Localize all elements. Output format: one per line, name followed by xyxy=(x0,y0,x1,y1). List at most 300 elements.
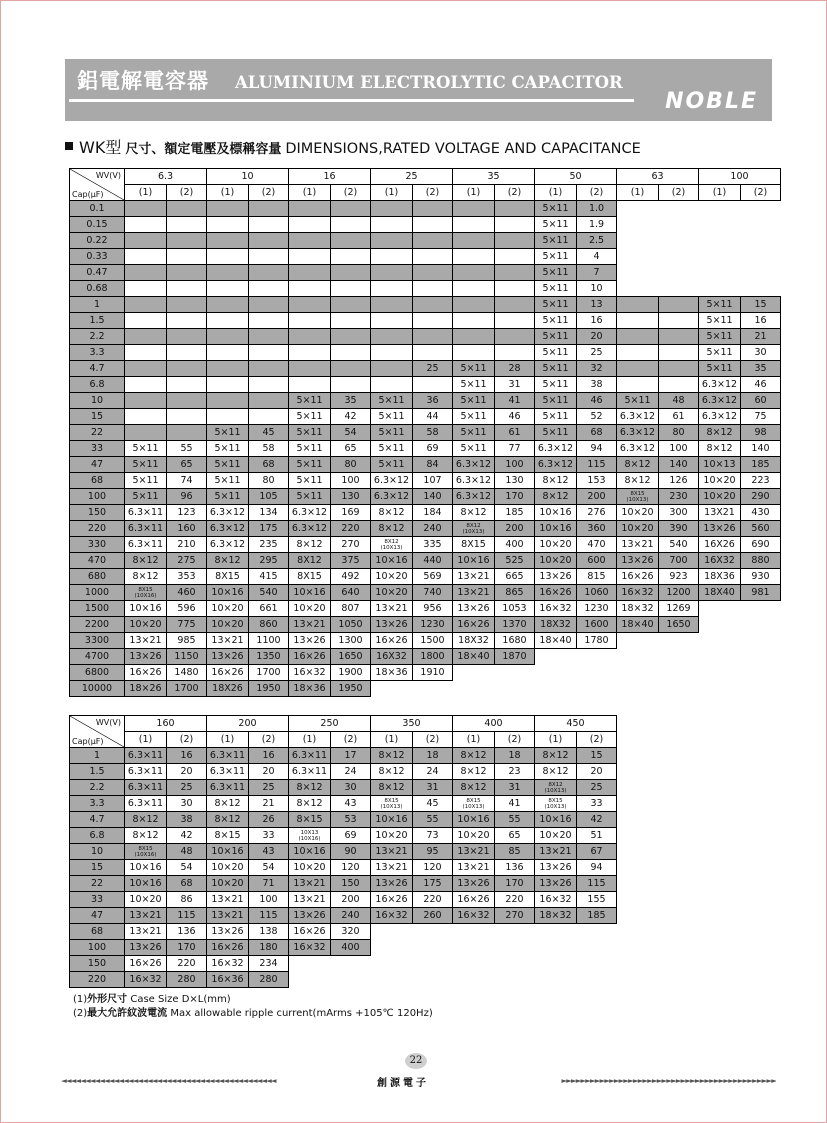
case-size-cell: 5×11 xyxy=(207,489,249,505)
case-size-cell: 10×20 xyxy=(371,569,413,585)
case-size-cell xyxy=(699,665,741,681)
case-size-cell: 6.3×11 xyxy=(125,796,167,812)
table-row xyxy=(70,377,781,393)
case-size-cell: 10×13 xyxy=(699,457,741,473)
ripple-current-cell: 230 xyxy=(659,489,699,505)
case-size-cell: 6.3×12 xyxy=(289,521,331,537)
ripple-current-cell: 61 xyxy=(659,409,699,425)
ripple-current-cell: 21 xyxy=(249,796,289,812)
case-size-cell: 5×11 xyxy=(699,297,741,313)
case-size-cell: 6.3×12 xyxy=(371,473,413,489)
ripple-current-cell xyxy=(741,233,781,249)
ripple-current-cell xyxy=(659,249,699,265)
ripple-current-cell: 18 xyxy=(413,748,453,764)
ripple-current-cell: 65 xyxy=(331,441,371,457)
ripple-current-cell xyxy=(495,329,535,345)
case-size-cell xyxy=(617,489,659,505)
capacitance-cell: 0.1 xyxy=(70,201,125,217)
ripple-current-cell: 100 xyxy=(659,441,699,457)
ripple-current-cell xyxy=(495,681,535,697)
brand-logo: NOBLE xyxy=(665,89,758,114)
case-size-cell xyxy=(699,265,741,281)
voltage-header: 250 xyxy=(289,716,371,732)
ripple-current-cell xyxy=(167,393,207,409)
ripple-current-cell: 170 xyxy=(167,940,207,956)
case-size-cell xyxy=(453,249,495,265)
voltage-header: 50 xyxy=(535,169,617,185)
ripple-current-cell: 26 xyxy=(249,812,289,828)
ripple-current-cell: 175 xyxy=(413,876,453,892)
ripple-header: (2) xyxy=(331,732,371,748)
case-size-cell: 16×32 xyxy=(617,585,659,601)
capacitance-cell: 0.22 xyxy=(70,233,125,249)
case-size-cell xyxy=(617,649,659,665)
ripple-current-cell xyxy=(413,217,453,233)
case-size-cell: 10×20 xyxy=(699,473,741,489)
capacitance-cell: 1 xyxy=(70,297,125,313)
case-size-cell: 13×21 xyxy=(207,908,249,924)
ripple-current-cell: 46 xyxy=(495,409,535,425)
ripple-current-cell xyxy=(167,281,207,297)
case-size-cell: 10×20 xyxy=(207,617,249,633)
voltage-header: 100 xyxy=(699,169,781,185)
case-size-cell: 10×20 xyxy=(453,828,495,844)
case-size-cell: 18×36 xyxy=(371,665,413,681)
case-size-cell xyxy=(453,681,495,697)
table-row xyxy=(70,265,781,281)
case-size-cell: 10×20 xyxy=(125,892,167,908)
ripple-current-cell: 115 xyxy=(249,908,289,924)
case-size-cell: 5×11 xyxy=(453,361,495,377)
ripple-current-cell: 48 xyxy=(659,393,699,409)
footnote-2-prefix: (2) xyxy=(73,1008,88,1019)
case-size-cell xyxy=(699,249,741,265)
ripple-current-cell xyxy=(413,681,453,697)
capacitance-cell: 220 xyxy=(70,972,125,988)
capacitance-cell: 15 xyxy=(70,409,125,425)
ripple-current-cell: 540 xyxy=(249,585,289,601)
case-size-cell xyxy=(371,297,413,313)
case-size-cell: 5×11 xyxy=(535,329,577,345)
capacitance-cell: 4700 xyxy=(70,649,125,665)
voltage-header: 350 xyxy=(371,716,453,732)
case-size-cell: 6.3×11 xyxy=(125,537,167,553)
table-row xyxy=(70,860,617,876)
case-size-cell: 5×11 xyxy=(125,457,167,473)
ripple-current-cell: 115 xyxy=(577,457,617,473)
case-size-cell: 8×12 xyxy=(207,796,249,812)
ripple-current-cell xyxy=(167,201,207,217)
case-size-cell xyxy=(699,617,741,633)
case-size-cell: 10×16 xyxy=(289,585,331,601)
page-number: 22 xyxy=(405,1053,427,1069)
case-size-cell xyxy=(289,233,331,249)
ripple-current-cell: 775 xyxy=(167,617,207,633)
ripple-current-cell: 130 xyxy=(495,473,535,489)
section-title-cjk: 尺寸、額定電壓及標稱容量 xyxy=(125,142,282,157)
ripple-current-cell: 80 xyxy=(659,425,699,441)
capacitance-cell: 2200 xyxy=(70,617,125,633)
capacitance-cell: 2.2 xyxy=(70,780,125,796)
case-size-cell xyxy=(699,601,741,617)
ripple-current-cell: 1.0 xyxy=(577,201,617,217)
case-size-cell xyxy=(699,681,741,697)
case-size-cell: 8×12 xyxy=(371,521,413,537)
case-size-cell: 13×21 xyxy=(125,924,167,940)
table-row xyxy=(70,457,781,473)
case-size-cell: 18×40 xyxy=(535,633,577,649)
ripple-current-cell: 956 xyxy=(413,601,453,617)
ripple-current-cell: 126 xyxy=(659,473,699,489)
case-size-cell: 16×32 xyxy=(371,908,413,924)
voltage-header: 200 xyxy=(207,716,289,732)
capacitance-cell: 0.15 xyxy=(70,217,125,233)
case-size-cell: 16×26 xyxy=(453,617,495,633)
table-row xyxy=(70,796,617,812)
ripple-current-cell: 25 xyxy=(577,345,617,361)
capacitance-cell: 22 xyxy=(70,425,125,441)
ripple-current-cell: 25 xyxy=(413,361,453,377)
case-size-cell: 13×26 xyxy=(535,876,577,892)
ripple-current-cell: 41 xyxy=(495,393,535,409)
case-size-cell: 16×26 xyxy=(617,569,659,585)
ripple-current-cell: 276 xyxy=(577,505,617,521)
case-size-cell xyxy=(371,313,413,329)
case-size-cell: 16×26 xyxy=(289,924,331,940)
table-row xyxy=(70,569,781,585)
ripple-current-cell: 138 xyxy=(249,924,289,940)
case-size-cell: 5×11 xyxy=(289,393,331,409)
ripple-current-cell xyxy=(331,361,371,377)
case-size-alt-line: (10X13) xyxy=(462,803,485,810)
case-size-alt-line: 8X12 xyxy=(548,781,563,788)
ripple-current-cell: 95 xyxy=(413,844,453,860)
capacitance-cell: 1 xyxy=(70,748,125,764)
ripple-current-cell: 661 xyxy=(249,601,289,617)
ripple-current-cell xyxy=(495,265,535,281)
ripple-current-cell xyxy=(167,425,207,441)
case-size-cell: 5×11 xyxy=(289,409,331,425)
section-title xyxy=(65,135,641,158)
capacitance-cell: 100 xyxy=(70,940,125,956)
subheader-row xyxy=(70,185,781,201)
case-size-cell xyxy=(289,972,331,988)
case-size-header: (1) xyxy=(289,185,331,201)
ripple-current-cell: 31 xyxy=(495,780,535,796)
case-size-cell: 13×21 xyxy=(371,601,413,617)
case-size-cell xyxy=(617,377,659,393)
header-title-en: ALUMINIUM ELECTROLYTIC CAPACITOR xyxy=(235,73,623,92)
ripple-current-cell: 815 xyxy=(577,569,617,585)
ripple-current-cell: 1600 xyxy=(577,617,617,633)
cap-label: Cap(μF) xyxy=(72,190,104,199)
case-size-cell: 5×11 xyxy=(371,393,413,409)
ripple-current-cell xyxy=(495,940,535,956)
capacitance-cell: 150 xyxy=(70,956,125,972)
case-size-cell xyxy=(453,956,495,972)
voltage-header-row xyxy=(70,716,617,732)
ripple-current-cell xyxy=(495,313,535,329)
case-size-cell: 5×11 xyxy=(125,473,167,489)
ripple-current-cell xyxy=(495,249,535,265)
ripple-current-cell xyxy=(741,601,781,617)
capacitance-cell: 0.68 xyxy=(70,281,125,297)
ripple-current-cell xyxy=(249,265,289,281)
capacitance-cell: 10000 xyxy=(70,681,125,697)
ripple-current-cell xyxy=(495,972,535,988)
ripple-current-cell: 10 xyxy=(577,281,617,297)
ripple-current-cell: 130 xyxy=(331,489,371,505)
case-size-cell xyxy=(125,249,167,265)
ripple-current-cell xyxy=(167,361,207,377)
ripple-current-cell: 69 xyxy=(413,441,453,457)
case-size-cell xyxy=(371,249,413,265)
ripple-current-cell xyxy=(331,972,371,988)
ripple-current-cell xyxy=(495,201,535,217)
case-size-cell xyxy=(125,425,167,441)
case-size-cell: 6.3×11 xyxy=(125,780,167,796)
case-size-cell xyxy=(125,281,167,297)
case-size-cell: 8×12 xyxy=(289,537,331,553)
table-row xyxy=(70,473,781,489)
case-size-cell: 10×16 xyxy=(125,860,167,876)
case-size-cell: 8×12 xyxy=(371,764,413,780)
ripple-current-cell: 1800 xyxy=(413,649,453,665)
case-size-cell: 10×16 xyxy=(125,601,167,617)
case-size-cell xyxy=(371,361,413,377)
table-row xyxy=(70,764,617,780)
ripple-current-cell xyxy=(249,313,289,329)
cap-label: Cap(μF) xyxy=(72,737,104,746)
case-size-cell: 5×11 xyxy=(207,457,249,473)
ripple-current-cell xyxy=(495,665,535,681)
case-size-cell xyxy=(371,329,413,345)
corner-cell xyxy=(70,716,125,748)
case-size-cell xyxy=(453,940,495,956)
case-size-cell: 5×11 xyxy=(699,345,741,361)
case-size-cell: 6.3×12 xyxy=(535,457,577,473)
ripple-current-cell: 270 xyxy=(495,908,535,924)
ripple-current-cell: 223 xyxy=(741,473,781,489)
ripple-current-cell: 1150 xyxy=(167,649,207,665)
case-size-cell xyxy=(699,201,741,217)
case-size-cell: 6.3×11 xyxy=(125,748,167,764)
ripple-current-cell: 220 xyxy=(331,521,371,537)
footer-right-arrows-icon: ►►►►►►►►►►►►►►►►►►►►►►►►►►►►►►►►►►►►►►►►►►►►► xyxy=(561,1076,776,1085)
ripple-current-cell: 120 xyxy=(331,860,371,876)
ripple-current-cell: 55 xyxy=(167,441,207,457)
table-row xyxy=(70,409,781,425)
ripple-current-cell: 2.5 xyxy=(577,233,617,249)
case-size-cell: 13×21 xyxy=(617,537,659,553)
case-size-cell xyxy=(535,681,577,697)
case-size-header: (1) xyxy=(125,185,167,201)
ripple-current-cell xyxy=(495,281,535,297)
ripple-current-cell xyxy=(331,201,371,217)
ripple-current-cell: 930 xyxy=(741,569,781,585)
ripple-current-cell xyxy=(331,313,371,329)
case-size-alt-line: (10X13) xyxy=(462,528,485,535)
case-size-cell xyxy=(371,345,413,361)
case-size-cell: 13X21 xyxy=(699,505,741,521)
case-size-cell: 10×20 xyxy=(535,828,577,844)
ripple-current-cell xyxy=(577,649,617,665)
section-title-en: DIMENSIONS,RATED VOLTAGE AND CAPACITANCE xyxy=(285,141,641,157)
wv-label: WV(V) xyxy=(95,718,121,727)
ripple-current-cell: 30 xyxy=(167,796,207,812)
footnote-1-prefix: (1) xyxy=(73,994,88,1005)
ripple-current-cell: 16 xyxy=(577,313,617,329)
case-size-cell xyxy=(125,345,167,361)
case-size-cell: 5×11 xyxy=(535,393,577,409)
ripple-current-cell: 18 xyxy=(495,748,535,764)
case-size-cell: 8×12 xyxy=(453,764,495,780)
spec-table-high-voltage xyxy=(69,715,617,988)
capacitance-cell: 680 xyxy=(70,569,125,585)
ripple-current-cell: 75 xyxy=(741,409,781,425)
ripple-current-cell xyxy=(659,297,699,313)
case-size-cell xyxy=(453,281,495,297)
ripple-current-cell xyxy=(741,681,781,697)
table-row xyxy=(70,489,781,505)
case-size-cell xyxy=(289,956,331,972)
case-size-cell xyxy=(617,681,659,697)
case-size-cell xyxy=(453,265,495,281)
capacitance-cell: 6.8 xyxy=(70,377,125,393)
case-size-cell xyxy=(617,201,659,217)
case-size-cell xyxy=(125,265,167,281)
ripple-current-cell: 80 xyxy=(331,457,371,473)
ripple-current-cell: 150 xyxy=(331,876,371,892)
ripple-current-cell: 290 xyxy=(741,489,781,505)
ripple-current-cell: 155 xyxy=(577,892,617,908)
case-size-cell: 18×40 xyxy=(617,617,659,633)
ripple-current-cell xyxy=(249,201,289,217)
ripple-current-cell: 220 xyxy=(167,956,207,972)
ripple-current-cell xyxy=(167,265,207,281)
footer-left-arrows-icon: ◄◄◄◄◄◄◄◄◄◄◄◄◄◄◄◄◄◄◄◄◄◄◄◄◄◄◄◄◄◄◄◄◄◄◄◄◄◄◄◄◄◄◄◄◄ xyxy=(61,1076,276,1085)
case-size-cell: 5×11 xyxy=(617,393,659,409)
footnote-2-en: Max allowable ripple current(mArms +105℃ 120Hz) xyxy=(170,1008,433,1019)
ripple-current-cell: 16 xyxy=(249,748,289,764)
case-size-cell xyxy=(371,796,413,812)
case-size-cell: 6.3×12 xyxy=(207,521,249,537)
spec-table-low-voltage xyxy=(69,168,781,697)
ripple-current-cell: 690 xyxy=(741,537,781,553)
ripple-current-cell xyxy=(495,217,535,233)
table-row xyxy=(70,585,781,601)
ripple-current-cell: 25 xyxy=(577,780,617,796)
case-size-cell: 18X26 xyxy=(207,681,249,697)
ripple-current-cell xyxy=(495,233,535,249)
case-size-cell xyxy=(453,924,495,940)
ripple-current-cell xyxy=(413,281,453,297)
case-size-cell xyxy=(207,201,249,217)
ripple-current-cell xyxy=(741,201,781,217)
ripple-current-cell: 981 xyxy=(741,585,781,601)
ripple-current-cell xyxy=(495,956,535,972)
ripple-current-cell xyxy=(659,217,699,233)
case-size-cell: 5×11 xyxy=(207,473,249,489)
case-size-cell: 6.3×12 xyxy=(453,457,495,473)
ripple-current-cell: 46 xyxy=(741,377,781,393)
case-size-cell: 10×16 xyxy=(453,812,495,828)
ripple-current-cell: 185 xyxy=(495,505,535,521)
ripple-current-cell xyxy=(167,377,207,393)
case-size-cell: 13×21 xyxy=(535,844,577,860)
case-size-cell: 6.3×11 xyxy=(125,521,167,537)
ripple-current-cell: 375 xyxy=(331,553,371,569)
case-size-cell: 16X26 xyxy=(699,537,741,553)
ripple-current-cell: 61 xyxy=(495,425,535,441)
case-size-cell xyxy=(617,361,659,377)
page-header xyxy=(65,59,772,121)
subheader-row xyxy=(70,732,617,748)
case-size-cell xyxy=(453,972,495,988)
case-size-cell: 6.3×12 xyxy=(617,425,659,441)
case-size-cell xyxy=(617,633,659,649)
case-size-cell: 6.3×12 xyxy=(453,473,495,489)
table-row xyxy=(70,281,781,297)
ripple-current-cell: 200 xyxy=(495,521,535,537)
case-size-alt-line: 8X15 xyxy=(384,797,399,804)
ripple-current-cell xyxy=(331,265,371,281)
ripple-current-cell xyxy=(331,297,371,313)
ripple-current-cell: 240 xyxy=(413,521,453,537)
case-size-cell: 10×20 xyxy=(617,521,659,537)
wv-label: WV(V) xyxy=(95,171,121,180)
ripple-current-cell xyxy=(741,217,781,233)
ripple-current-cell xyxy=(167,249,207,265)
case-size-alt-line: 8X15 xyxy=(466,797,481,804)
table-row xyxy=(70,217,781,233)
ripple-current-cell: 54 xyxy=(167,860,207,876)
capacitance-cell: 1.5 xyxy=(70,313,125,329)
capacitance-cell: 68 xyxy=(70,924,125,940)
case-size-alt-line: (10X16) xyxy=(134,592,157,599)
case-size-alt-line: (10X16) xyxy=(134,851,157,858)
case-size-alt-line: (10X16) xyxy=(298,835,321,842)
case-size-cell: 13×21 xyxy=(125,908,167,924)
ripple-current-cell: 185 xyxy=(741,457,781,473)
voltage-header: 25 xyxy=(371,169,453,185)
case-size-cell: 8×12 xyxy=(371,505,413,521)
case-size-cell: 8X15 xyxy=(289,569,331,585)
case-size-cell: 18X32 xyxy=(535,617,577,633)
case-size-cell: 13×26 xyxy=(371,876,413,892)
capacitance-cell: 1500 xyxy=(70,601,125,617)
ripple-current-cell: 440 xyxy=(413,553,453,569)
case-size-cell: 5×11 xyxy=(535,297,577,313)
ripple-current-cell: 80 xyxy=(249,473,289,489)
case-size-cell: 13×21 xyxy=(207,892,249,908)
case-size-cell: 16×32 xyxy=(535,892,577,908)
ripple-current-cell xyxy=(659,633,699,649)
ripple-current-cell: 169 xyxy=(331,505,371,521)
case-size-cell: 6.3×12 xyxy=(453,489,495,505)
case-size-cell xyxy=(207,393,249,409)
case-size-cell xyxy=(617,313,659,329)
table-row xyxy=(70,233,781,249)
ripple-current-cell: 20 xyxy=(577,329,617,345)
case-size-cell xyxy=(207,249,249,265)
ripple-current-cell: 184 xyxy=(413,505,453,521)
case-size-cell: 8×12 xyxy=(207,812,249,828)
capacitance-cell: 47 xyxy=(70,457,125,473)
ripple-current-cell xyxy=(741,249,781,265)
case-size-cell: 5×11 xyxy=(535,313,577,329)
case-size-cell xyxy=(289,313,331,329)
